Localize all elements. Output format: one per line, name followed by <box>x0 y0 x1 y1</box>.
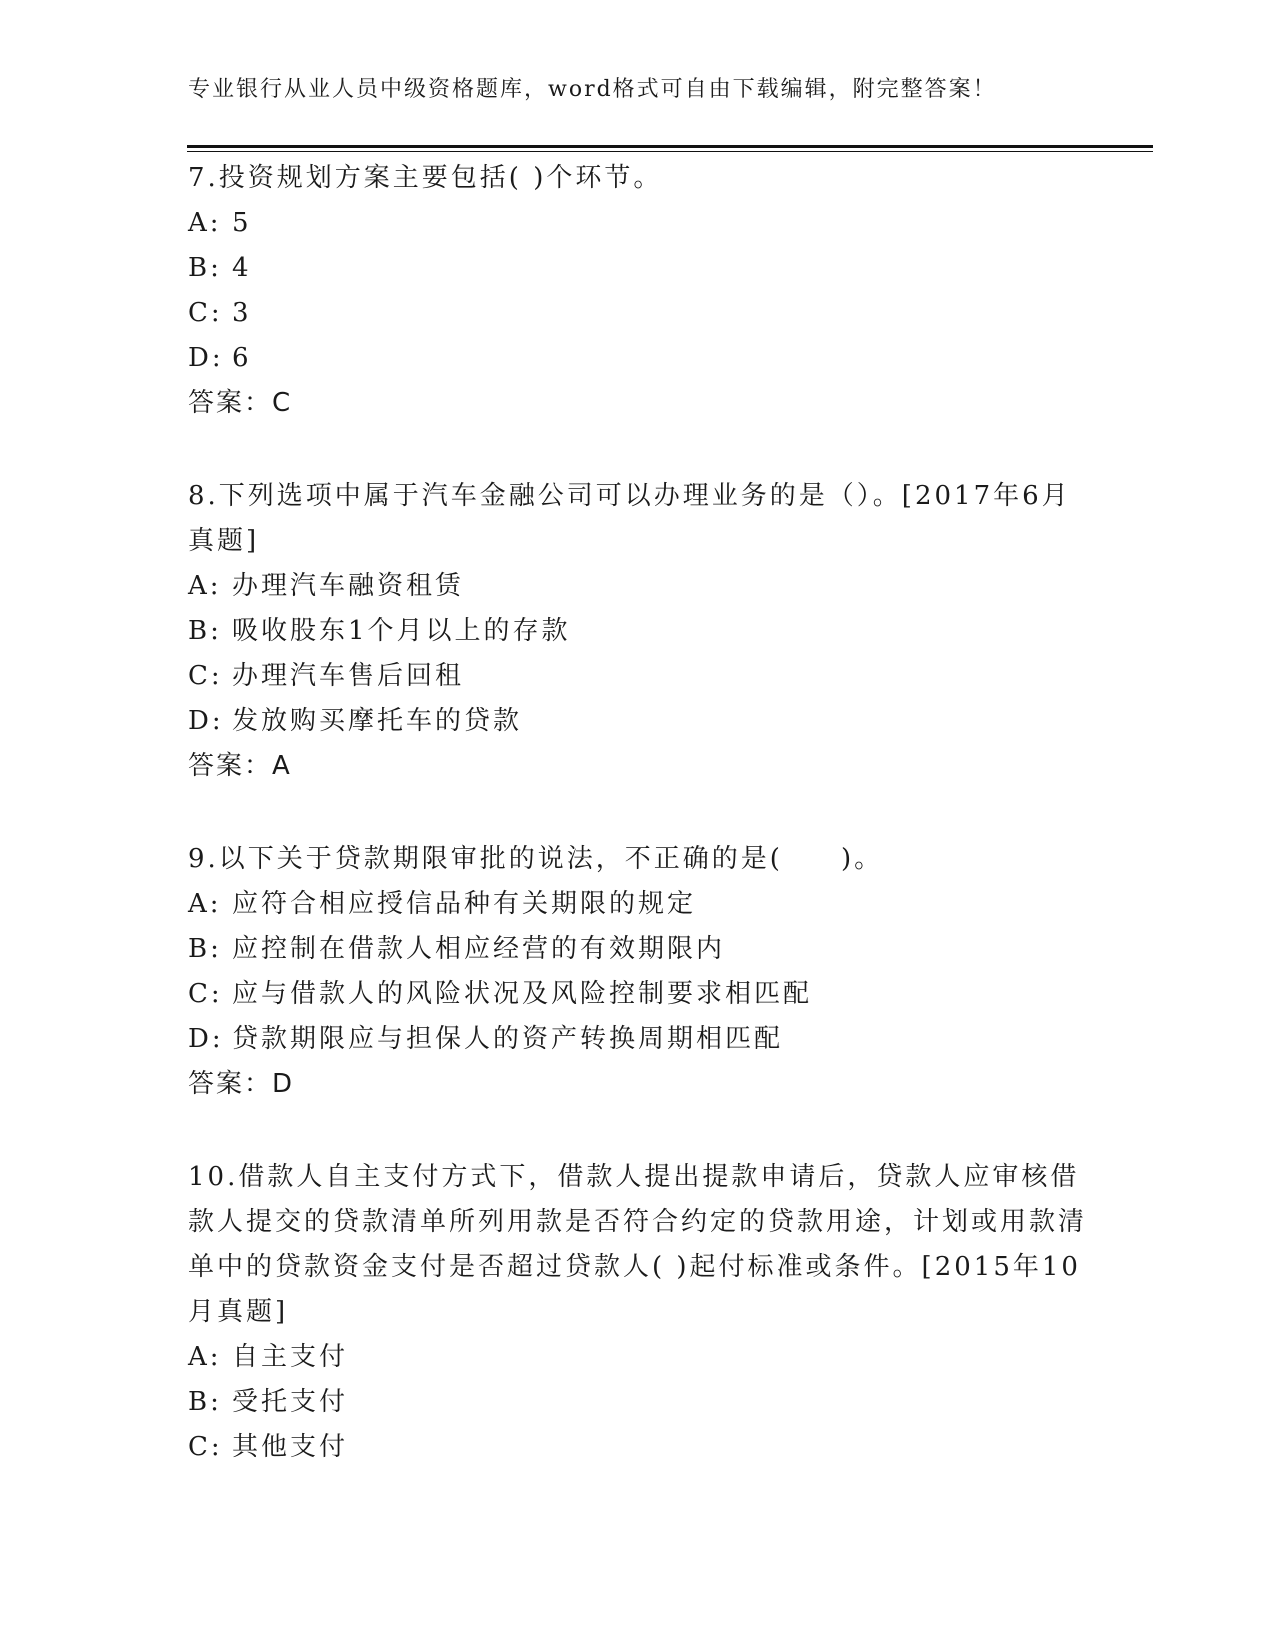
option-text: 应符合相应授信品种有关期限的规定 <box>232 889 697 919</box>
option-text: 6 <box>232 343 252 373</box>
option-b <box>188 1380 1088 1425</box>
option-letter: D: <box>188 1024 224 1054</box>
option-d <box>188 699 1088 744</box>
answer-line: 答案：D <box>188 1069 295 1099</box>
header-rule-thick <box>187 145 1153 148</box>
option-text: 受托支付 <box>232 1387 349 1417</box>
question-9 <box>188 837 1088 1107</box>
option-text: 办理汽车售后回租 <box>232 661 465 691</box>
option-a <box>188 1335 1088 1380</box>
option-letter: D: <box>188 343 224 373</box>
question-list <box>188 156 1088 1518</box>
option-b <box>188 609 1088 654</box>
option-letter: A: <box>188 208 222 238</box>
option-c <box>188 654 1088 699</box>
option-letter: A: <box>188 889 222 919</box>
question-stem: 7.投资规划方案主要包括( )个环节。 <box>188 163 663 193</box>
option-letter: B: <box>188 1387 222 1417</box>
page-header: 专业银行从业人员中级资格题库，word格式可自由下载编辑，附完整答案！ <box>188 77 997 102</box>
option-d <box>188 336 1088 381</box>
option-letter: B: <box>188 253 222 283</box>
option-a <box>188 201 1088 246</box>
option-a <box>188 564 1088 609</box>
option-a <box>188 882 1088 927</box>
option-d <box>188 1017 1088 1062</box>
option-text: 3 <box>232 298 252 328</box>
option-text: 吸收股东1个月以上的存款 <box>232 616 571 646</box>
option-letter: C: <box>188 1432 223 1462</box>
option-letter: C: <box>188 661 223 691</box>
option-letter: B: <box>188 616 222 646</box>
option-letter: B: <box>188 934 222 964</box>
option-c <box>188 291 1088 336</box>
question-stem: 10.借款人自主支付方式下，借款人提出提款申请后，贷款人应审核借款人提交的贷款清单所列用款是否符合约定的贷款用途，计划或用款清单中的贷款资金支付是否超过贷款人( )起付标准或条件。[2015年10月真题] <box>188 1162 1088 1327</box>
option-c <box>188 1425 1088 1470</box>
option-letter: A: <box>188 571 222 601</box>
option-text: 发放购买摩托车的贷款 <box>232 706 523 736</box>
option-c <box>188 972 1088 1017</box>
option-letter: C: <box>188 298 223 328</box>
answer-line: 答案：A <box>188 751 292 781</box>
option-text: 自主支付 <box>232 1342 349 1372</box>
answer-line: 答案：C <box>188 388 293 418</box>
option-text: 5 <box>232 208 252 238</box>
option-letter: A: <box>188 1342 222 1372</box>
option-letter: D: <box>188 706 224 736</box>
option-letter: C: <box>188 979 223 1009</box>
option-text: 应与借款人的风险状况及风险控制要求相匹配 <box>232 979 813 1009</box>
option-b <box>188 927 1088 972</box>
option-text: 应控制在借款人相应经营的有效期限内 <box>232 934 726 964</box>
question-stem: 8.下列选项中属于汽车金融公司可以办理业务的是（）。[2017年6月真题] <box>188 481 1071 556</box>
question-stem: 9.以下关于贷款期限审批的说法，不正确的是( )。 <box>188 844 884 874</box>
question-8 <box>188 474 1088 789</box>
option-text: 其他支付 <box>232 1432 349 1462</box>
option-text: 贷款期限应与担保人的资产转换周期相匹配 <box>232 1024 784 1054</box>
header-rule-thin <box>187 151 1153 152</box>
question-10 <box>188 1155 1088 1470</box>
option-text: 办理汽车融资租赁 <box>232 571 465 601</box>
question-7 <box>188 156 1088 426</box>
option-b <box>188 246 1088 291</box>
option-text: 4 <box>232 253 252 283</box>
